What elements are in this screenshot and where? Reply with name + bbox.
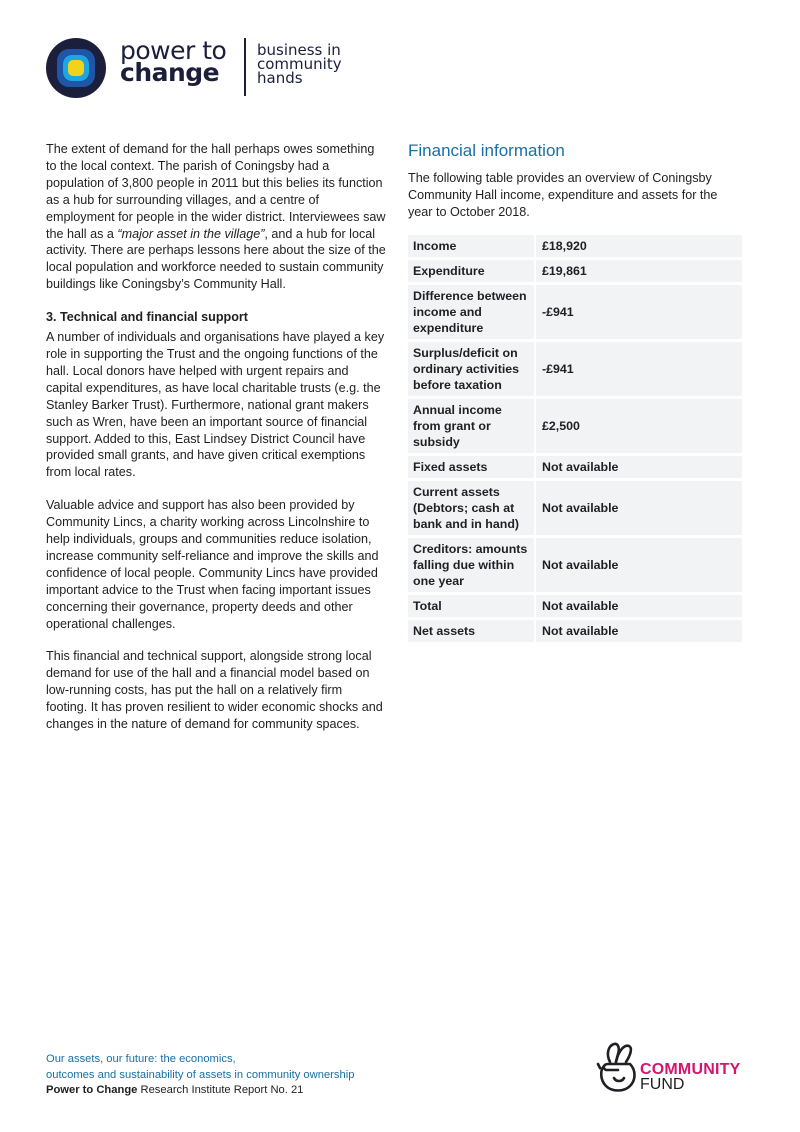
table-row xyxy=(408,538,742,592)
table-row xyxy=(408,456,742,478)
row-value: £2,500 xyxy=(534,399,742,453)
table-row xyxy=(408,235,742,257)
row-value: Not available xyxy=(534,481,742,535)
row-label: Annual income from grant or subsidy xyxy=(408,399,534,453)
brand-name xyxy=(120,36,227,87)
row-label: Expenditure xyxy=(408,260,534,282)
row-label: Difference between income and expenditure xyxy=(408,285,534,339)
financial-table xyxy=(408,232,742,645)
left-column xyxy=(46,141,386,749)
table-row xyxy=(408,342,742,396)
community-fund-logo xyxy=(596,1040,756,1096)
community-fund-line-2: FUND xyxy=(640,1076,685,1093)
brand-tagline xyxy=(257,43,342,85)
paragraph-local-context xyxy=(46,141,386,293)
table-row xyxy=(408,260,742,282)
row-label: Income xyxy=(408,235,534,257)
brand-line-1: power to xyxy=(120,36,227,65)
row-value: Not available xyxy=(534,595,742,617)
footer-report-number xyxy=(46,1083,466,1099)
financial-information-heading: Financial information xyxy=(408,141,565,160)
row-value: Not available xyxy=(534,620,742,642)
power-to-change-logo xyxy=(46,38,366,98)
paragraph-community-lincs: Valuable advice and support has also been provided by Community Lincs, a charity working across Lincolnshire to help individuals, groups and communities reduce isolation, increase community self-reliance and improve the skills and confidence of local people. Community Lincs have provided important advice to the Trust when facing important issues concerning their governance, property deeds and other operational challenges. xyxy=(46,498,379,631)
table-row xyxy=(408,285,742,339)
row-label: Total xyxy=(408,595,534,617)
right-column xyxy=(408,141,742,645)
row-value: -£941 xyxy=(534,342,742,396)
page-footer xyxy=(46,1052,466,1099)
footer-org-name: Power to Change xyxy=(46,1084,138,1097)
paragraph-resilience: This financial and technical support, alongside strong local demand for use of the hall and a financial model based on low-running costs, has put the hall on a relatively firm footing. It has proven resilient to wider economic shocks and changes in the nature of demand for community spaces. xyxy=(46,649,383,732)
footer-report-label: Research Institute Report No. 21 xyxy=(137,1084,304,1097)
row-value: Not available xyxy=(534,538,742,592)
p1-text-after: , and a hub for local activity. There are perhaps lessons here about the size of the local population and workforce needed to sustain community buildings like Coningsby’s Community Hall. xyxy=(46,226,386,292)
p1-quote: “major asset in the village” xyxy=(117,226,265,241)
financial-table-body xyxy=(408,235,742,642)
brand-line-2: change xyxy=(120,58,220,87)
table-row xyxy=(408,595,742,617)
row-label: Current assets (Debtors; cash at bank and in hand) xyxy=(408,481,534,535)
financial-intro: The following table provides an overview of Coningsby Community Hall income, expenditure and assets for the year to October 2018. xyxy=(408,171,718,219)
section-heading-technical-support: 3. Technical and financial support xyxy=(46,310,249,325)
table-row xyxy=(408,399,742,453)
table-row xyxy=(408,620,742,642)
power-to-change-logo-icon xyxy=(46,38,106,98)
paragraph-supporters: A number of individuals and organisations have played a key role in supporting the Trust and the ongoing functions of the hall. Local donors have helped with urgent repairs and capital expenditures, as have local charitable trusts (e.g. the Stanley Barker Trust). Furthermore, national grant makers such as Wren, have been an important source of financial support. Added to this, East Lindsey District Council have provided small grants, and have given critical exemptions from local rates. xyxy=(46,330,385,480)
crossed-fingers-icon xyxy=(596,1040,640,1096)
row-value: £19,861 xyxy=(534,260,742,282)
tagline-line-1: business in xyxy=(257,41,341,59)
row-value: -£941 xyxy=(534,285,742,339)
footer-report-title-1: Our assets, our future: the economics, xyxy=(46,1053,236,1065)
row-label: Creditors: amounts falling due within one year xyxy=(408,538,534,592)
row-label: Net assets xyxy=(408,620,534,642)
row-label: Fixed assets xyxy=(408,456,534,478)
row-value: Not available xyxy=(534,456,742,478)
p1-text-before: The extent of demand for the hall perhaps owes something to the local context. The parish of Coningsby had a population of 3,800 people in 2011 but this belies its function as a hub for surrounding villages, and a centre of employment for people in the wider district. Interviewees saw the hall as a xyxy=(46,142,386,241)
community-fund-wordmark xyxy=(640,1062,740,1092)
community-fund-line-1: COMMUNITY xyxy=(640,1061,741,1078)
row-label: Surplus/deficit on ordinary activities before taxation xyxy=(408,342,534,396)
tagline-line-2: community xyxy=(257,55,342,73)
tagline-line-3: hands xyxy=(257,69,303,87)
footer-report-title-2: outcomes and sustainability of assets in community ownership xyxy=(46,1068,355,1081)
table-row xyxy=(408,481,742,535)
row-value: £18,920 xyxy=(534,235,742,257)
logo-divider xyxy=(244,38,246,96)
